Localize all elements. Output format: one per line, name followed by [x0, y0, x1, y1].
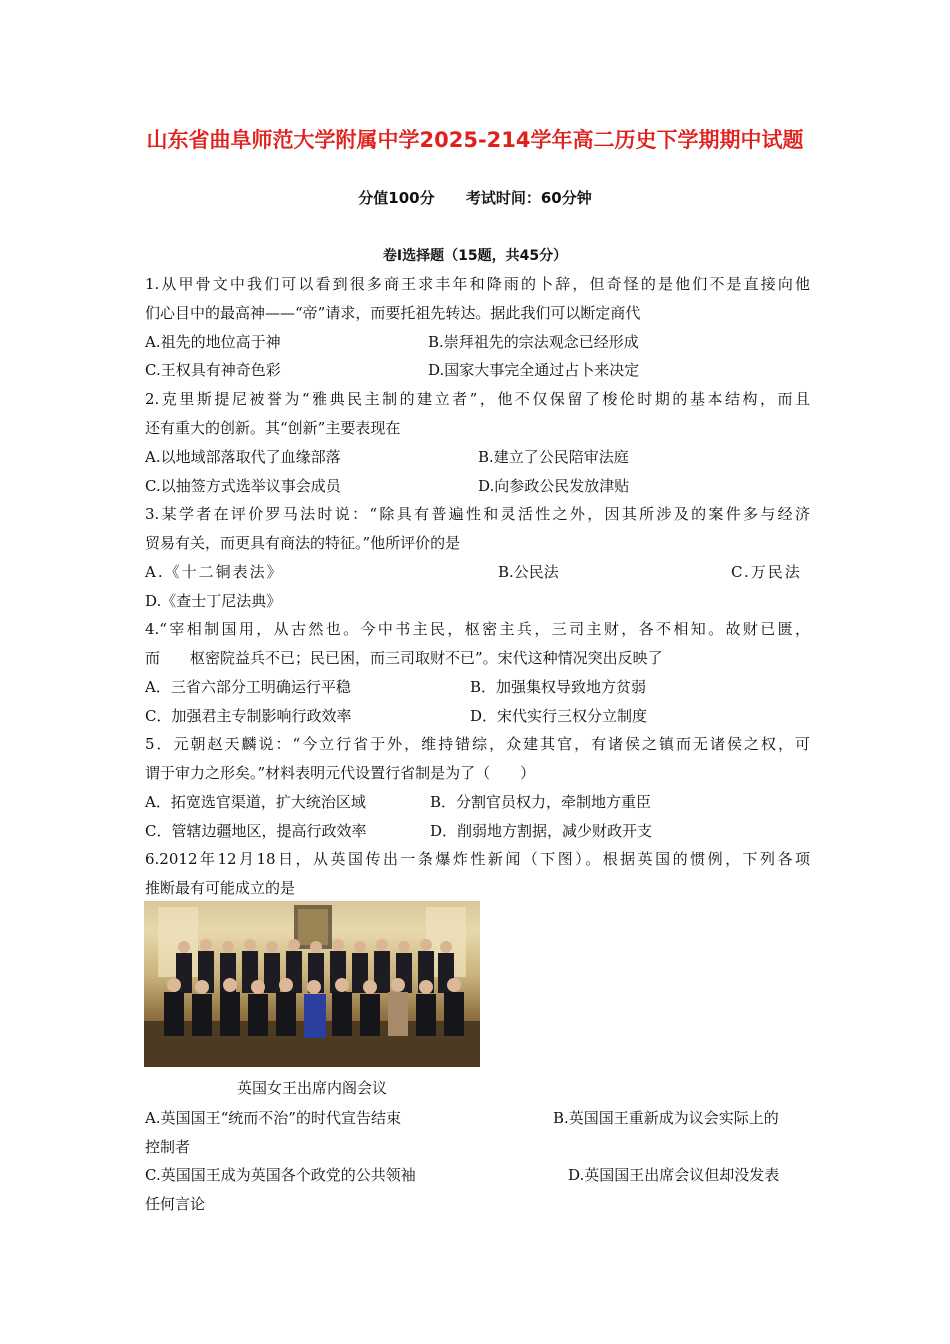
exam-meta: [0, 187, 950, 209]
q6-option-b[interactable]: B.英国国王重新成为议会实际上的: [553, 1109, 779, 1127]
q3-stem-line1: 3.某学者在评价罗马法时说：“除具有普遍性和灵活性之外，因其所涉及的案件多与经济: [145, 505, 810, 523]
q5-option-b[interactable]: B．分割官员权力，牵制地方重臣: [430, 793, 652, 811]
q2-option-b[interactable]: B.建立了公民陪审法庭: [478, 448, 629, 466]
q4-option-b[interactable]: B．加强集权导致地方贫弱: [470, 678, 647, 696]
q6-option-a[interactable]: A.英国国王“统而不治”的时代宣告结束: [145, 1109, 401, 1127]
q5-stem-line1: 5．元朝赵天麟说：“今立行省于外，维持错综，众建其官，有诸侯之镇而无诸侯之权，可: [145, 735, 810, 753]
q5-option-d[interactable]: D．削弱地方割据，减少财政开支: [430, 822, 653, 840]
q5-option-c[interactable]: C．管辖边疆地区，提高行政效率: [145, 822, 367, 840]
q1-option-a[interactable]: A.祖先的地位高于神: [145, 333, 281, 351]
photo-illustration: [144, 901, 480, 1067]
section-heading: 卷I选择题（15题，共45分）: [382, 248, 568, 264]
q4-option-d[interactable]: D．宋代实行三权分立制度: [470, 707, 648, 725]
q4-stem-line2: 而 枢密院益兵不已；民已困，而三司取财不已”。宋代这种情况突出反映了: [145, 649, 663, 667]
q1-stem-line2: 们心目中的最高神——“帝”请求，而要托祖先转达。据此我们可以断定商代: [145, 304, 641, 322]
q5-option-a[interactable]: A．拓宽选官渠道，扩大统治区域: [145, 793, 366, 811]
q2-stem-line2: 还有重大的创新。其“创新”主要表现在: [145, 419, 401, 437]
q1-option-c[interactable]: C.王权具有神奇色彩: [145, 361, 281, 379]
q4-option-c[interactable]: C．加强君主专制影响行政效率: [145, 707, 352, 725]
q2-option-d[interactable]: D.向参政公民发放津贴: [478, 477, 630, 495]
q2-option-a[interactable]: A.以地域部落取代了血缘部落: [145, 448, 341, 466]
q5-stem-line2: 谓于审力之形矣。”材料表明元代设置行省制是为了（ ）: [145, 764, 536, 782]
score-text: 分值100分: [358, 189, 435, 207]
q3-option-d[interactable]: D.《查士丁尼法典》: [145, 592, 282, 610]
q1-option-d[interactable]: D.国家大事完全通过占卜来决定: [428, 361, 640, 379]
q1-stem-line1: 1.从甲骨文中我们可以看到很多商王求丰年和降雨的卜辞，但奇怪的是他们不是直接向他: [145, 275, 810, 293]
q6-option-d-cont: 任何言论: [145, 1195, 206, 1213]
q6-stem-line2: 推断最有可能成立的是: [145, 879, 296, 897]
q3-stem-line2: 贸易有关，而更具有商法的特征。”他所评价的是: [145, 534, 461, 552]
q4-option-a[interactable]: A．三省六部分工明确运行平稳: [145, 678, 351, 696]
q3-option-b[interactable]: B.公民法: [498, 563, 559, 581]
q6-option-c[interactable]: C.英国国王成为英国各个政党的公共领袖: [145, 1166, 416, 1184]
q6-option-d[interactable]: D.英国国王出席会议但却没发表: [568, 1166, 780, 1184]
q1-option-b[interactable]: B.崇拜祖先的宗法观念已经形成: [428, 333, 639, 351]
cabinet-meeting-photo: [144, 901, 480, 1067]
q4-stem-line1: 4.“宰相制国用，从古然也。今中书主民，枢密主兵，三司主财，各不相知。故财已匮，: [145, 620, 810, 638]
q6-option-b-cont: 控制者: [145, 1138, 191, 1156]
exam-title: 山东省曲阜师范大学附属中学2025-214学年高二历史下学期期中试题: [146, 128, 804, 152]
time-text: 考试时间：60分钟: [465, 189, 592, 207]
q3-option-a[interactable]: A.《十二铜表法》: [145, 563, 284, 581]
q2-option-c[interactable]: C.以抽签方式选举议事会成员: [145, 477, 341, 495]
q2-stem-line1: 2.克里斯提尼被誉为“雅典民主制的建立者”，他不仅保留了梭伦时期的基本结构，而且: [145, 390, 810, 408]
photo-caption: 英国女王出席内阁会议: [236, 1079, 387, 1097]
q6-stem-line1: 6.2012年12月18日，从英国传出一条爆炸性新闻（下图）。根据英国的惯例，下列各项: [145, 850, 810, 868]
q3-option-c[interactable]: C.万民法: [731, 563, 802, 581]
